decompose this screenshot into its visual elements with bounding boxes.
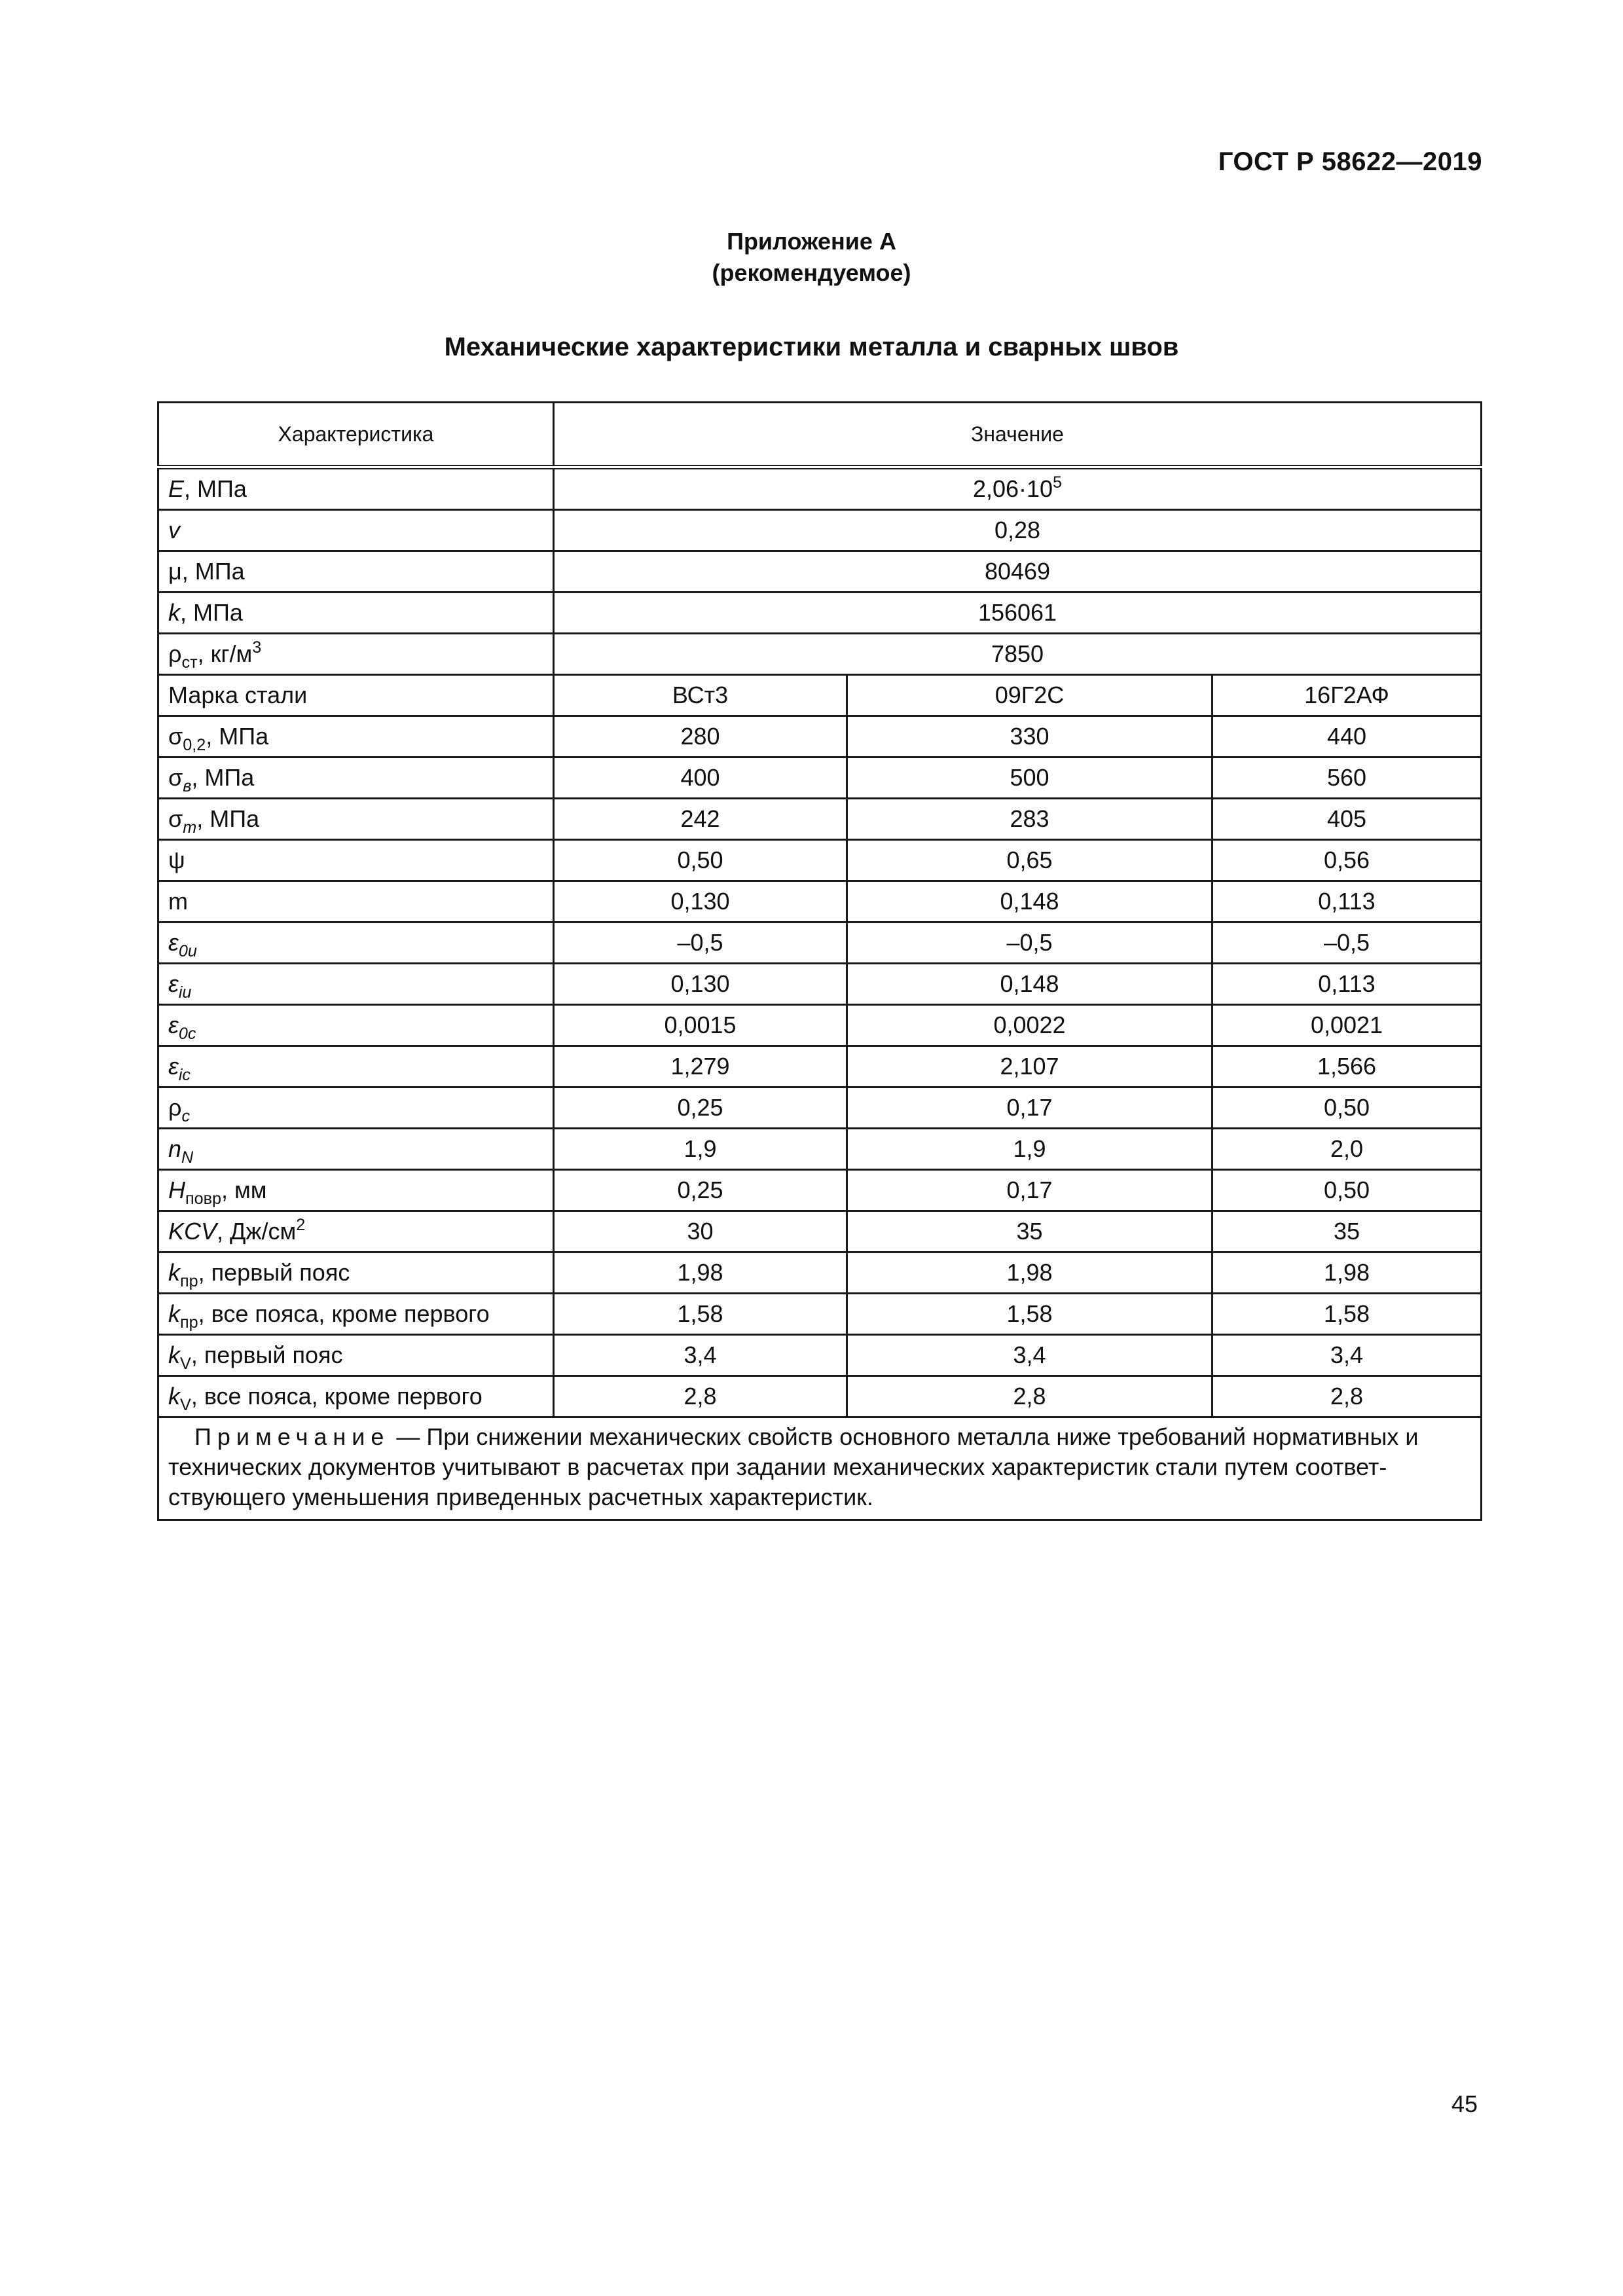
row-value-3: 0,56 xyxy=(1213,840,1482,881)
row-value-1: 400 xyxy=(554,757,847,799)
row-label: $\sigma_{0,2}$, МПа xyxy=(158,716,554,757)
row-value-3: 3,4 xyxy=(1213,1335,1482,1376)
row-value-3: 35 xyxy=(1213,1211,1482,1252)
table-header-row xyxy=(158,403,1482,467)
row-value-2: 0,148 xyxy=(847,881,1213,922)
table-row xyxy=(158,1294,1482,1335)
table-row xyxy=(158,1252,1482,1294)
row-value: 0,28 xyxy=(554,510,1482,551)
table-row xyxy=(158,592,1482,634)
row-value-2: 1,98 xyxy=(847,1252,1213,1294)
table-row xyxy=(158,840,1482,881)
appendix-status: (рекомендуемое) xyxy=(712,259,911,286)
row-label: $\varepsilon_{iu}$ xyxy=(158,964,554,1005)
row-value-1: 0,25 xyxy=(554,1170,847,1211)
row-label: $\sigma_m$, МПа xyxy=(158,799,554,840)
appendix-label: Приложение А xyxy=(727,228,896,255)
row-label: $\rho_c$ xyxy=(158,1087,554,1129)
row-value-1: –0,5 xyxy=(554,922,847,964)
steel-grade-row xyxy=(158,675,1482,716)
row-label: $\sigma_в$, МПа xyxy=(158,757,554,799)
table-row xyxy=(158,881,1482,922)
row-value-3: 0,50 xyxy=(1213,1087,1482,1129)
table-row xyxy=(158,1335,1482,1376)
table-row xyxy=(158,716,1482,757)
header-characteristic: Характеристика xyxy=(158,403,554,467)
table-row xyxy=(158,964,1482,1005)
row-value-2: 0,65 xyxy=(847,840,1213,881)
row-label: $k_V$, все пояса, кроме первого xyxy=(158,1376,554,1417)
table-row xyxy=(158,467,1482,510)
table-row xyxy=(158,1211,1482,1252)
row-value-3: –0,5 xyxy=(1213,922,1482,964)
row-value-2: 35 xyxy=(847,1211,1213,1252)
row-value-2: 0,17 xyxy=(847,1087,1213,1129)
row-value-1: 0,0015 xyxy=(554,1005,847,1046)
row-value-1: 30 xyxy=(554,1211,847,1252)
row-label: $k_{пр}$, первый пояс xyxy=(158,1252,554,1294)
row-value-1: 1,9 xyxy=(554,1129,847,1170)
row-label: m xyxy=(158,881,554,922)
row-value-2: 2,107 xyxy=(847,1046,1213,1087)
steel-grade-2: 09Г2С xyxy=(847,675,1213,716)
row-value-3: 0,0021 xyxy=(1213,1005,1482,1046)
table-row xyxy=(158,799,1482,840)
note-label: Примечание xyxy=(194,1423,390,1450)
table-row xyxy=(158,510,1482,551)
table-note xyxy=(158,1417,1482,1520)
row-value-1: 0,130 xyxy=(554,964,847,1005)
table-row xyxy=(158,1046,1482,1087)
steel-grade-3: 16Г2АФ xyxy=(1213,675,1482,716)
row-label: E, МПа xyxy=(158,467,554,510)
row-value-2: 0,0022 xyxy=(847,1005,1213,1046)
table-title: Механические характеристики металла и сварных швов xyxy=(444,333,1179,361)
row-value-1: 242 xyxy=(554,799,847,840)
row-label: v xyxy=(158,510,554,551)
table-row xyxy=(158,1087,1482,1129)
table-row xyxy=(158,1129,1482,1170)
row-value-3: 0,113 xyxy=(1213,881,1482,922)
row-value: 7850 xyxy=(554,634,1482,675)
table-row xyxy=(158,1170,1482,1211)
steel-grade-label: Марка стали xyxy=(158,675,554,716)
row-value-3: 2,8 xyxy=(1213,1376,1482,1417)
row-label: $\varepsilon_{0c}$ xyxy=(158,1005,554,1046)
row-value-2: 1,9 xyxy=(847,1129,1213,1170)
row-value-3: 1,58 xyxy=(1213,1294,1482,1335)
row-value-1: 1,58 xyxy=(554,1294,847,1335)
row-value-3: 440 xyxy=(1213,716,1482,757)
row-value-2: 330 xyxy=(847,716,1213,757)
table-row xyxy=(158,922,1482,964)
row-label: $\varepsilon_{ic}$ xyxy=(158,1046,554,1087)
row-value-2: –0,5 xyxy=(847,922,1213,964)
table-row xyxy=(158,1005,1482,1046)
row-value-3: 560 xyxy=(1213,757,1482,799)
row-label: $n_N$ xyxy=(158,1129,554,1170)
row-value-3: 2,0 xyxy=(1213,1129,1482,1170)
steel-grade-1: ВСт3 xyxy=(554,675,847,716)
row-value-2: 1,58 xyxy=(847,1294,1213,1335)
row-value-3: 0,113 xyxy=(1213,964,1482,1005)
standard-number: ГОСТ Р 58622—2019 xyxy=(1218,147,1482,176)
row-label: KCV, $Дж/см^2$ xyxy=(158,1211,554,1252)
row-value-1: 1,98 xyxy=(554,1252,847,1294)
page-number: 45 xyxy=(1451,2090,1478,2117)
table-row xyxy=(158,634,1482,675)
row-value-2: 0,148 xyxy=(847,964,1213,1005)
note-text: — При снижении механических свойств основного металла ниже требований нормативных и технических документов учитывают в расчетах при задании механических характеристик стали путем соответствующего уменьшения приведенных расчетных характеристик. xyxy=(168,1423,1419,1510)
row-label: $k_{пр}$, все пояса, кроме первого xyxy=(158,1294,554,1335)
row-label: $H_{повр}$, мм xyxy=(158,1170,554,1211)
row-value-2: 0,17 xyxy=(847,1170,1213,1211)
header-value: Значение xyxy=(554,403,1482,467)
row-value-3: 1,566 xyxy=(1213,1046,1482,1087)
row-value: 80469 xyxy=(554,551,1482,592)
table-row xyxy=(158,551,1482,592)
row-value-1: 1,279 xyxy=(554,1046,847,1087)
mechanical-properties-table xyxy=(157,401,1482,1521)
row-value-1: 0,50 xyxy=(554,840,847,881)
row-value-2: 283 xyxy=(847,799,1213,840)
table-row xyxy=(158,1376,1482,1417)
row-label: $\varepsilon_{0u}$ xyxy=(158,922,554,964)
row-value-2: 500 xyxy=(847,757,1213,799)
row-label: μ, МПа xyxy=(158,551,554,592)
row-label: $\rho_{ст}$, $кг/м^3$ xyxy=(158,634,554,675)
note-row xyxy=(158,1417,1482,1520)
row-value-3: 0,50 xyxy=(1213,1170,1482,1211)
row-value-2: 3,4 xyxy=(847,1335,1213,1376)
row-value-2: 2,8 xyxy=(847,1376,1213,1417)
row-value-3: 1,98 xyxy=(1213,1252,1482,1294)
row-label: $k_V$, первый пояс xyxy=(158,1335,554,1376)
row-value: 156061 xyxy=(554,592,1482,634)
row-label: ψ xyxy=(158,840,554,881)
row-value-1: 3,4 xyxy=(554,1335,847,1376)
row-value-1: 280 xyxy=(554,716,847,757)
row-value: $2,06\cdot 10^5$ xyxy=(554,467,1482,510)
appendix-heading xyxy=(0,226,1623,289)
row-label: k, МПа xyxy=(158,592,554,634)
row-value-1: 0,130 xyxy=(554,881,847,922)
row-value-3: 405 xyxy=(1213,799,1482,840)
row-value-1: 2,8 xyxy=(554,1376,847,1417)
row-value-1: 0,25 xyxy=(554,1087,847,1129)
table-row xyxy=(158,757,1482,799)
steel-property-rows xyxy=(158,716,1482,1417)
